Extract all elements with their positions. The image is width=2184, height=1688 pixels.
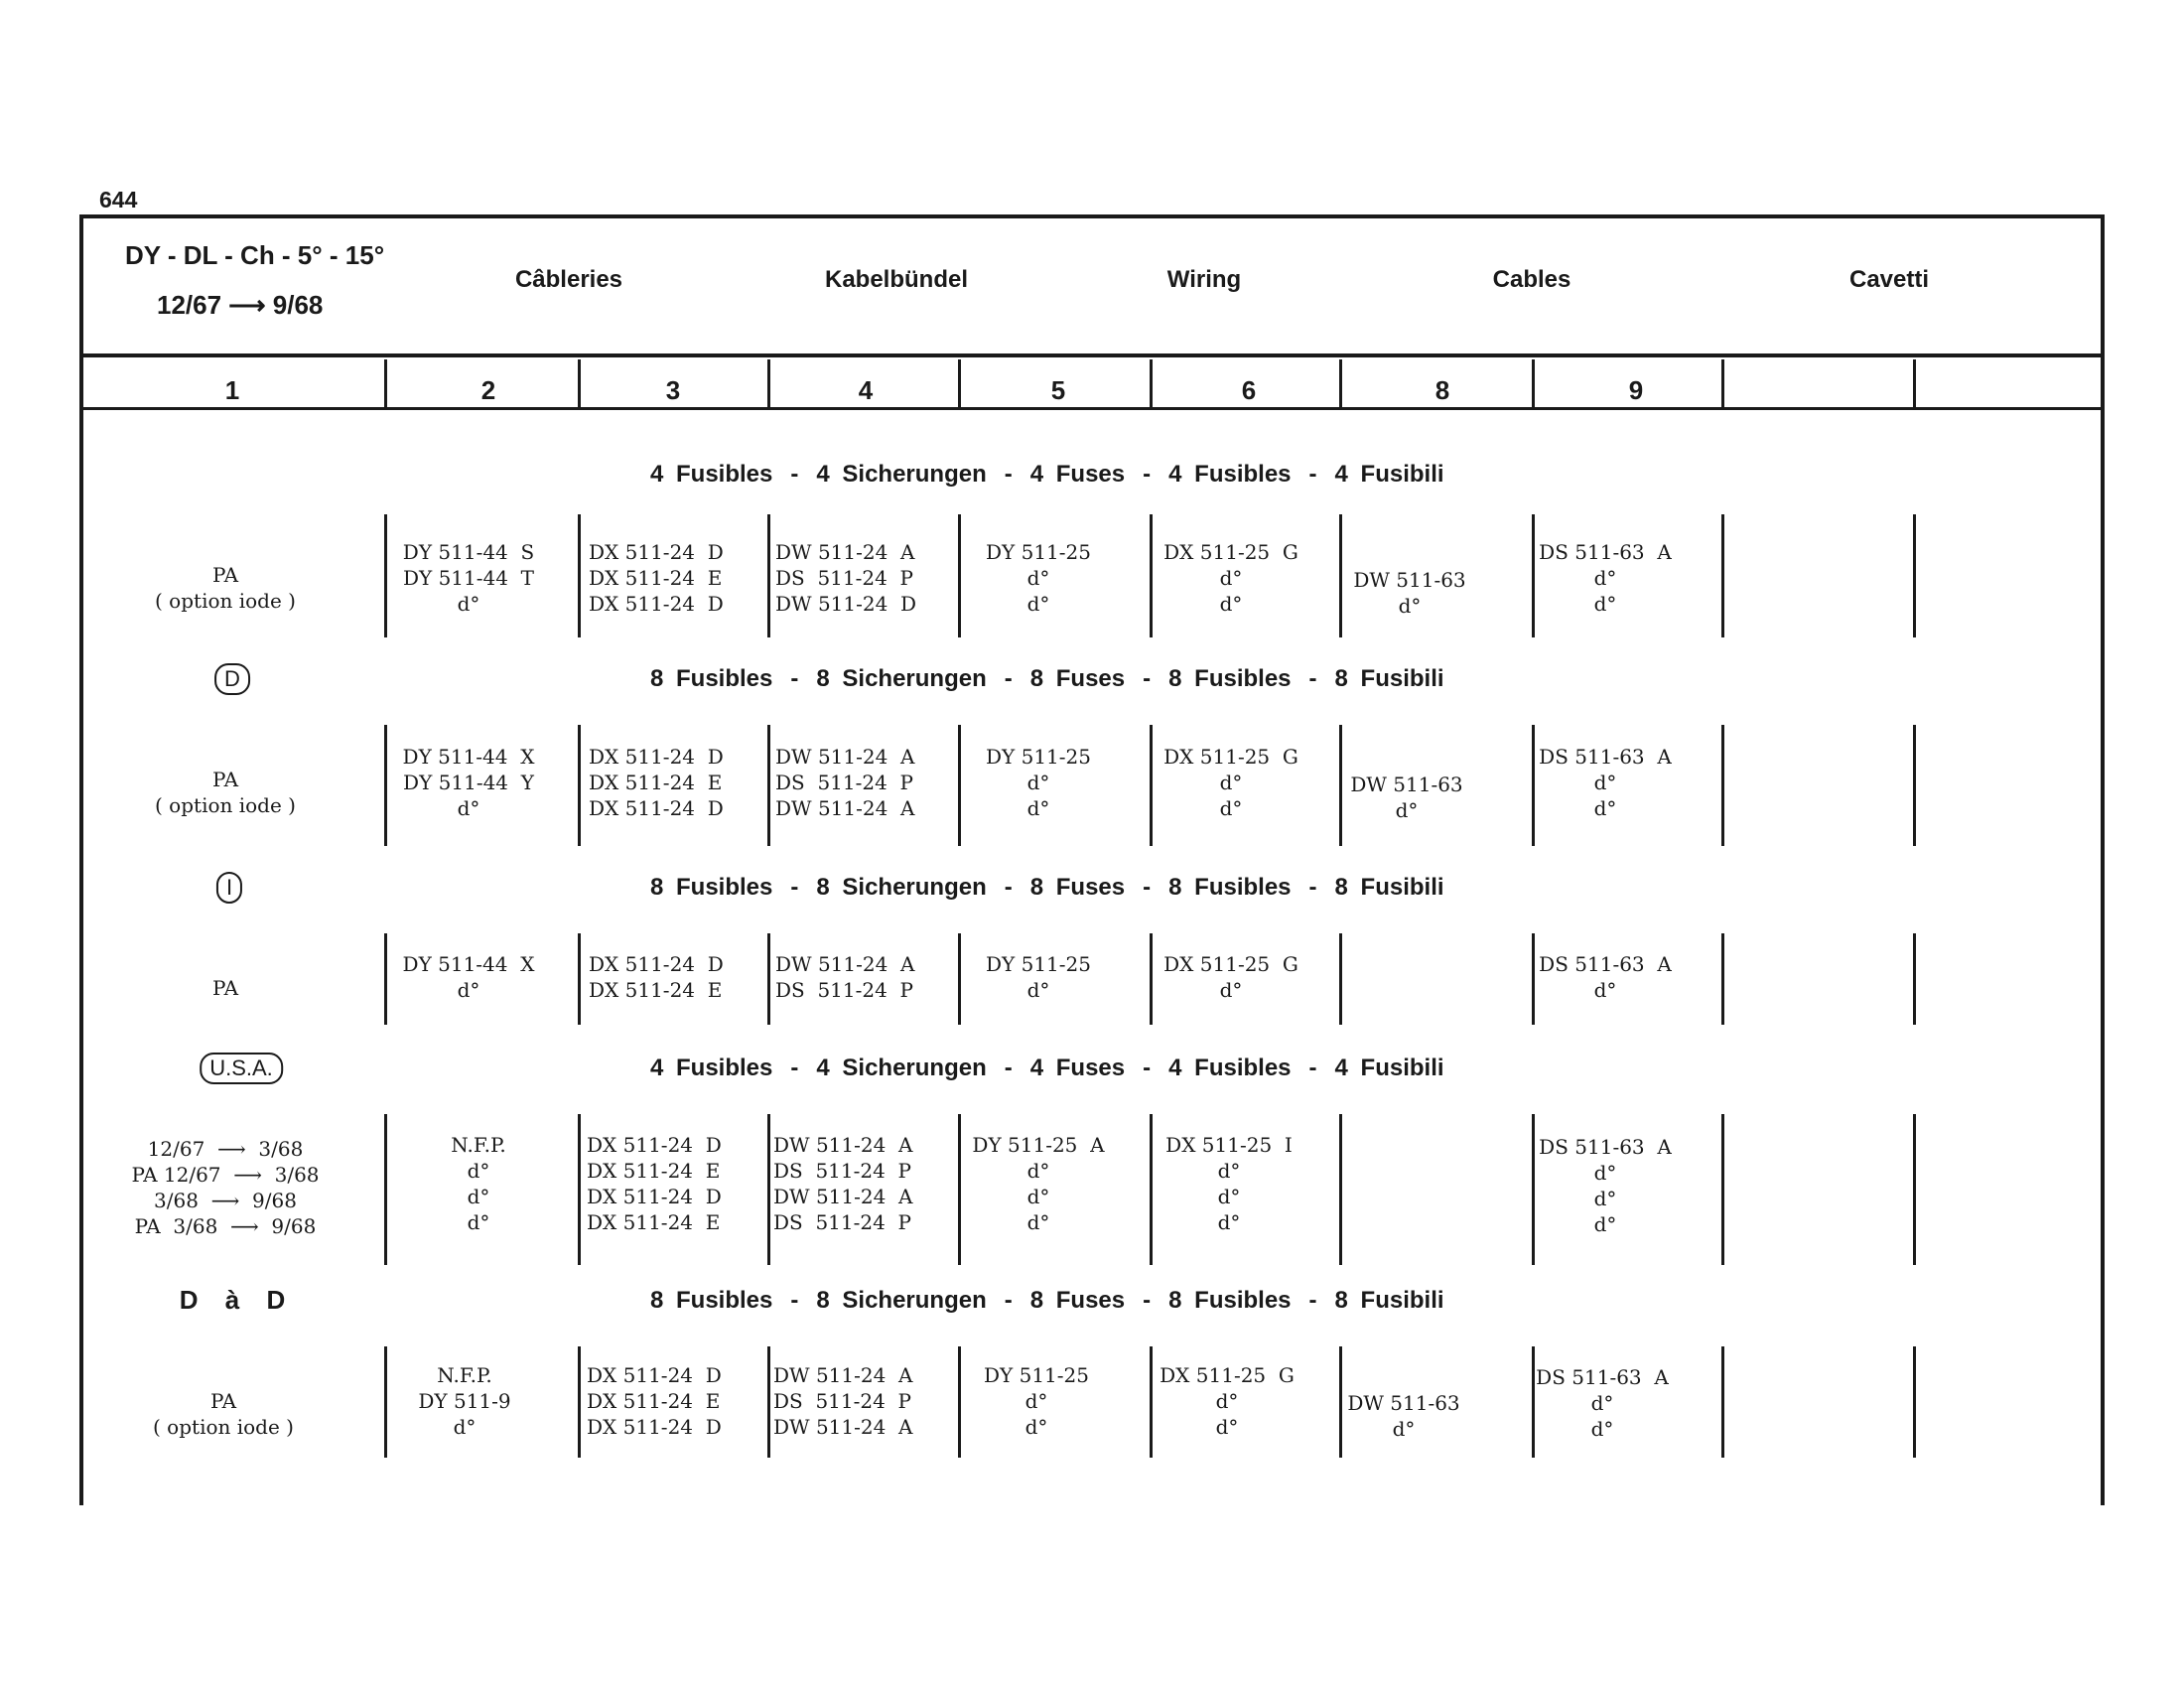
market-badge-d: D <box>214 663 250 695</box>
cell-divider <box>1339 725 1342 846</box>
table-cell: DW 511-24 A DS 511-24 P DW 511-24 A DS 511-24 P <box>773 1133 913 1234</box>
table-cell: DX 511-25 G d° <box>1163 952 1298 1002</box>
cell-divider <box>1339 1114 1342 1265</box>
banner-fr: 4 Fusibles <box>650 1055 773 1081</box>
model-title: DY - DL - Ch - 5° - 15° <box>125 240 385 270</box>
table-cell: N.F.P. d° d° d° <box>451 1133 506 1234</box>
fuse-banner <box>650 1055 1444 1082</box>
cell-divider <box>384 514 387 637</box>
table-cell: DS 511-63 A d° d° <box>1536 1365 1669 1441</box>
cell-divider <box>958 933 961 1025</box>
banner-separator: - <box>1004 874 1013 901</box>
banner-de: 8 Sicherungen <box>816 1287 987 1314</box>
cell-divider <box>1913 933 1916 1025</box>
banner-en: 4 Fuses <box>1029 461 1126 488</box>
column-divider <box>578 359 581 409</box>
title-en: Wiring <box>1166 266 1242 293</box>
banner-separator: - <box>1308 665 1317 692</box>
fuse-banner <box>650 461 1444 489</box>
cell-divider <box>1150 514 1153 637</box>
cell-divider <box>1913 725 1916 846</box>
fuse-banner <box>650 665 1444 693</box>
fuse-banner <box>650 874 1444 902</box>
date-range: 12/67 ⟶ 9/68 <box>157 290 324 320</box>
cell-divider <box>1532 933 1535 1025</box>
cell-divider <box>767 933 770 1025</box>
cell-divider <box>578 514 581 637</box>
cell-divider <box>958 725 961 846</box>
table-cell: DX 511-25 I d° d° d° <box>1165 1133 1293 1234</box>
table-cell: DW 511-24 A DS 511-24 P DW 511-24 A <box>775 745 915 820</box>
column-divider <box>1721 359 1724 409</box>
table-cell: DW 511-24 A DS 511-24 P DW 511-24 A <box>773 1363 913 1439</box>
banner-separator: - <box>1143 874 1152 901</box>
banner-en: 8 Fuses <box>1029 874 1126 901</box>
page-number: 644 <box>99 187 138 212</box>
column-divider <box>767 359 770 409</box>
row-label: PA ( option iode ) <box>155 768 296 817</box>
banner-separator: - <box>790 461 799 488</box>
table-cell: DY 511-25 d° d° <box>986 745 1091 820</box>
header-divider <box>79 353 2105 357</box>
banner-de: 4 Sicherungen <box>816 1055 987 1081</box>
banner-en: 4 Fuses <box>1029 1055 1126 1081</box>
cell-divider <box>767 1114 770 1265</box>
cell-divider <box>384 1346 387 1458</box>
table-cell: DX 511-25 G d° d° <box>1160 1363 1295 1439</box>
cell-divider <box>958 1346 961 1458</box>
cell-divider <box>1913 1114 1916 1265</box>
market-badge-i: I <box>216 872 242 904</box>
title-de: Kabelbündel <box>824 266 969 293</box>
table-cell: DS 511-63 A d° d° <box>1539 540 1672 616</box>
table-cell: N.F.P. DY 511-9 d° <box>418 1363 511 1439</box>
banner-separator: - <box>790 1287 799 1314</box>
banner-separator: - <box>1143 1055 1152 1081</box>
table-cell: DY 511-25 d° d° <box>986 540 1091 616</box>
banner-es: 8 Fusibles <box>1168 1287 1292 1314</box>
cell-divider <box>958 1114 961 1265</box>
banner-fr: 8 Fusibles <box>650 1287 773 1314</box>
column-number-divider <box>79 407 2105 410</box>
table-cell: DX 511-24 D DX 511-24 E DX 511-24 D <box>589 540 724 616</box>
column-number: 8 <box>1434 375 1450 405</box>
column-number: 2 <box>480 375 496 405</box>
column-number: 5 <box>1050 375 1066 405</box>
banner-separator: - <box>1143 1287 1152 1314</box>
cell-divider <box>384 1114 387 1265</box>
cell-divider <box>767 1346 770 1458</box>
banner-de: 8 Sicherungen <box>816 874 987 901</box>
column-divider <box>384 359 387 409</box>
banner-it: 4 Fusibili <box>1334 461 1444 488</box>
cell-divider <box>1150 1114 1153 1265</box>
column-divider <box>1150 359 1153 409</box>
banner-de: 8 Sicherungen <box>816 665 987 692</box>
title-fr: Câbleries <box>514 266 623 293</box>
banner-en: 8 Fuses <box>1029 665 1126 692</box>
column-divider <box>1339 359 1342 409</box>
table-cell: DX 511-24 D DX 511-24 E <box>589 952 724 1002</box>
cell-divider <box>767 725 770 846</box>
cell-divider <box>1721 1346 1724 1458</box>
cell-divider <box>578 1114 581 1265</box>
column-number: 6 <box>1241 375 1257 405</box>
table-cell: DY 511-25 d° d° <box>984 1363 1089 1439</box>
table-cell: DY 511-44 S DY 511-44 T d° <box>402 540 535 616</box>
cell-divider <box>1721 514 1724 637</box>
table-cell: DX 511-24 D DX 511-24 E DX 511-24 D <box>587 1363 722 1439</box>
cell-divider <box>1721 933 1724 1025</box>
table-cell: DS 511-63 A d° d° <box>1539 745 1672 820</box>
table-cell: DX 511-24 D DX 511-24 E DX 511-24 D <box>589 745 724 820</box>
column-number: 3 <box>665 375 681 405</box>
cell-divider <box>1150 933 1153 1025</box>
cell-divider <box>1913 1346 1916 1458</box>
banner-separator: - <box>790 665 799 692</box>
banner-it: 8 Fusibili <box>1334 874 1444 901</box>
banner-separator: - <box>790 1055 799 1081</box>
cell-divider <box>1913 514 1916 637</box>
table-cell: DY 511-25 d° <box>986 952 1091 1002</box>
banner-separator: - <box>1143 665 1152 692</box>
cell-divider <box>1721 1114 1724 1265</box>
column-number: 4 <box>858 375 874 405</box>
table-cell: DS 511-63 A d° d° d° <box>1539 1135 1672 1236</box>
banner-separator: - <box>1004 665 1013 692</box>
cell-divider <box>958 514 961 637</box>
table-cell: DX 511-25 G d° d° <box>1163 745 1298 820</box>
cell-divider <box>1532 1346 1535 1458</box>
title-es: Cables <box>1492 266 1571 293</box>
table-cell: DS 511-63 A d° <box>1539 952 1672 1002</box>
table-cell: DW 511-24 A DS 511-24 P <box>775 952 915 1002</box>
column-number: 1 <box>224 375 240 405</box>
column-divider <box>1532 359 1535 409</box>
banner-fr: 8 Fusibles <box>650 665 773 692</box>
cell-divider <box>1150 725 1153 846</box>
table-cell: DY 511-44 X DY 511-44 Y d° <box>402 745 535 820</box>
d-a-d-label: D à D <box>179 1285 286 1315</box>
banner-es: 8 Fusibles <box>1168 665 1292 692</box>
cell-divider <box>578 1346 581 1458</box>
banner-es: 4 Fusibles <box>1168 1055 1292 1081</box>
banner-separator: - <box>1308 461 1317 488</box>
banner-separator: - <box>790 874 799 901</box>
cell-divider <box>1532 1114 1535 1265</box>
banner-it: 4 Fusibili <box>1334 1055 1444 1081</box>
banner-separator: - <box>1308 1287 1317 1314</box>
row-label: PA <box>211 976 239 1000</box>
banner-fr: 4 Fusibles <box>650 461 773 488</box>
banner-separator: - <box>1004 1287 1013 1314</box>
banner-separator: - <box>1308 1055 1317 1081</box>
cell-divider <box>1532 514 1535 637</box>
cell-divider <box>767 514 770 637</box>
cell-divider <box>1339 514 1342 637</box>
banner-en: 8 Fuses <box>1029 1287 1126 1314</box>
row-label: PA ( option iode ) <box>153 1389 294 1439</box>
cell-divider <box>384 725 387 846</box>
table-cell: DX 511-24 D DX 511-24 E DX 511-24 D DX 511-24 E <box>587 1133 722 1234</box>
fuse-banner <box>650 1287 1444 1315</box>
cell-divider <box>384 933 387 1025</box>
market-badge-usa: U.S.A. <box>200 1053 283 1084</box>
banner-de: 4 Sicherungen <box>816 461 987 488</box>
banner-es: 4 Fusibles <box>1168 461 1292 488</box>
cell-divider <box>578 933 581 1025</box>
row-label: 12/67 ⟶ 3/68 PA 12/67 ⟶ 3/68 3/68 ⟶ 9/68 PA 3/68 ⟶ 9/68 <box>131 1137 320 1238</box>
cell-divider <box>1339 933 1342 1025</box>
table-cell: DX 511-25 G d° d° <box>1163 540 1298 616</box>
cell-divider <box>1721 725 1724 846</box>
banner-separator: - <box>1143 461 1152 488</box>
banner-fr: 8 Fusibles <box>650 874 773 901</box>
banner-es: 8 Fusibles <box>1168 874 1292 901</box>
column-divider <box>1913 359 1916 409</box>
table-cell: DW 511-24 A DS 511-24 P DW 511-24 D <box>775 540 917 616</box>
table-cell: DY 511-44 X d° <box>402 952 535 1002</box>
cell-divider <box>1532 725 1535 846</box>
cell-divider <box>1339 1346 1342 1458</box>
banner-separator: - <box>1004 461 1013 488</box>
table-cell: DW 511-63 d° <box>1347 1391 1460 1441</box>
cell-divider <box>1150 1346 1153 1458</box>
banner-it: 8 Fusibili <box>1334 665 1444 692</box>
banner-separator: - <box>1308 874 1317 901</box>
column-divider <box>958 359 961 409</box>
table-cell: DW 511-63 d° <box>1350 773 1463 822</box>
banner-separator: - <box>1004 1055 1013 1081</box>
cell-divider <box>578 725 581 846</box>
banner-it: 8 Fusibili <box>1334 1287 1444 1314</box>
column-number: 9 <box>1628 375 1644 405</box>
table-cell: DY 511-25 A d° d° d° <box>972 1133 1105 1234</box>
table-cell: DW 511-63 d° <box>1353 568 1466 618</box>
row-label: PA ( option iode ) <box>155 563 296 613</box>
title-it: Cavetti <box>1848 266 1930 293</box>
